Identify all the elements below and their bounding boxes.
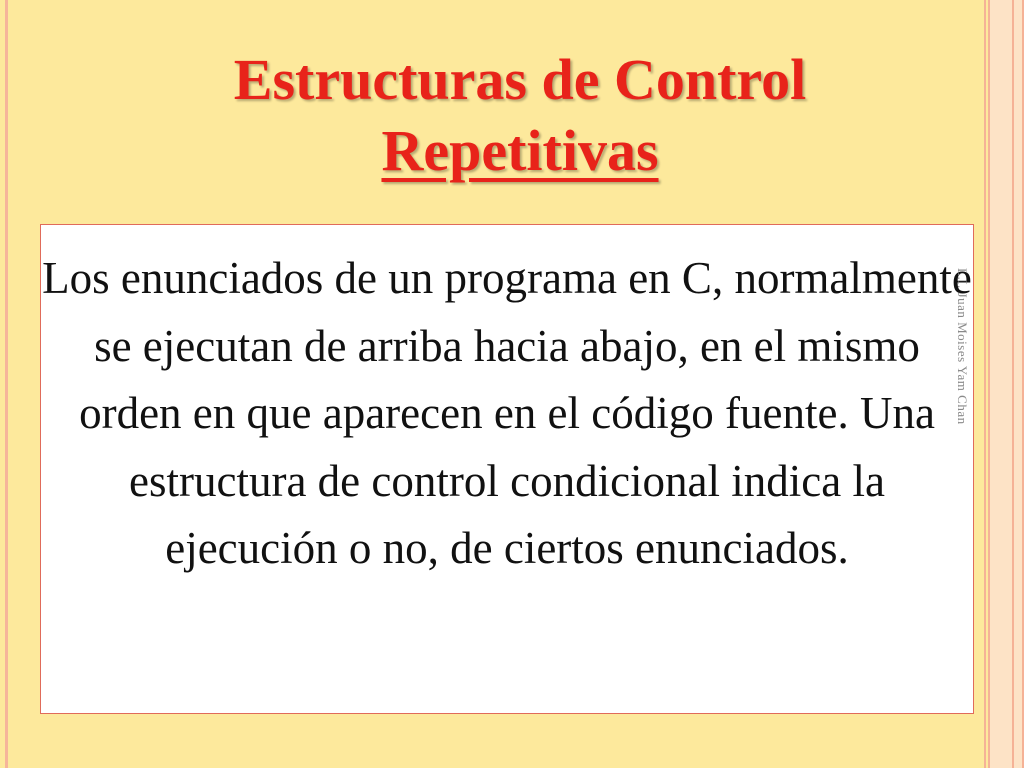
content-box	[40, 224, 974, 714]
body-paragraph: Los enunciados de un programa en C, normalmente se ejecutan de arriba hacia abajo, en el mismo orden en que aparecen en el código fuente. Una estructura de control condicional indica la ejecución o no, de ciertos enunciados.	[42, 253, 972, 573]
slide-title	[60, 44, 980, 187]
right-decorative-stripes	[982, 0, 1024, 768]
title-line-1: Estructuras de Control	[233, 47, 807, 112]
left-decorative-border	[5, 0, 8, 768]
title-line-2: Repetitivas	[381, 118, 659, 184]
author-vertical-label: L.I. Juan Moises Yam Chan	[955, 268, 970, 425]
